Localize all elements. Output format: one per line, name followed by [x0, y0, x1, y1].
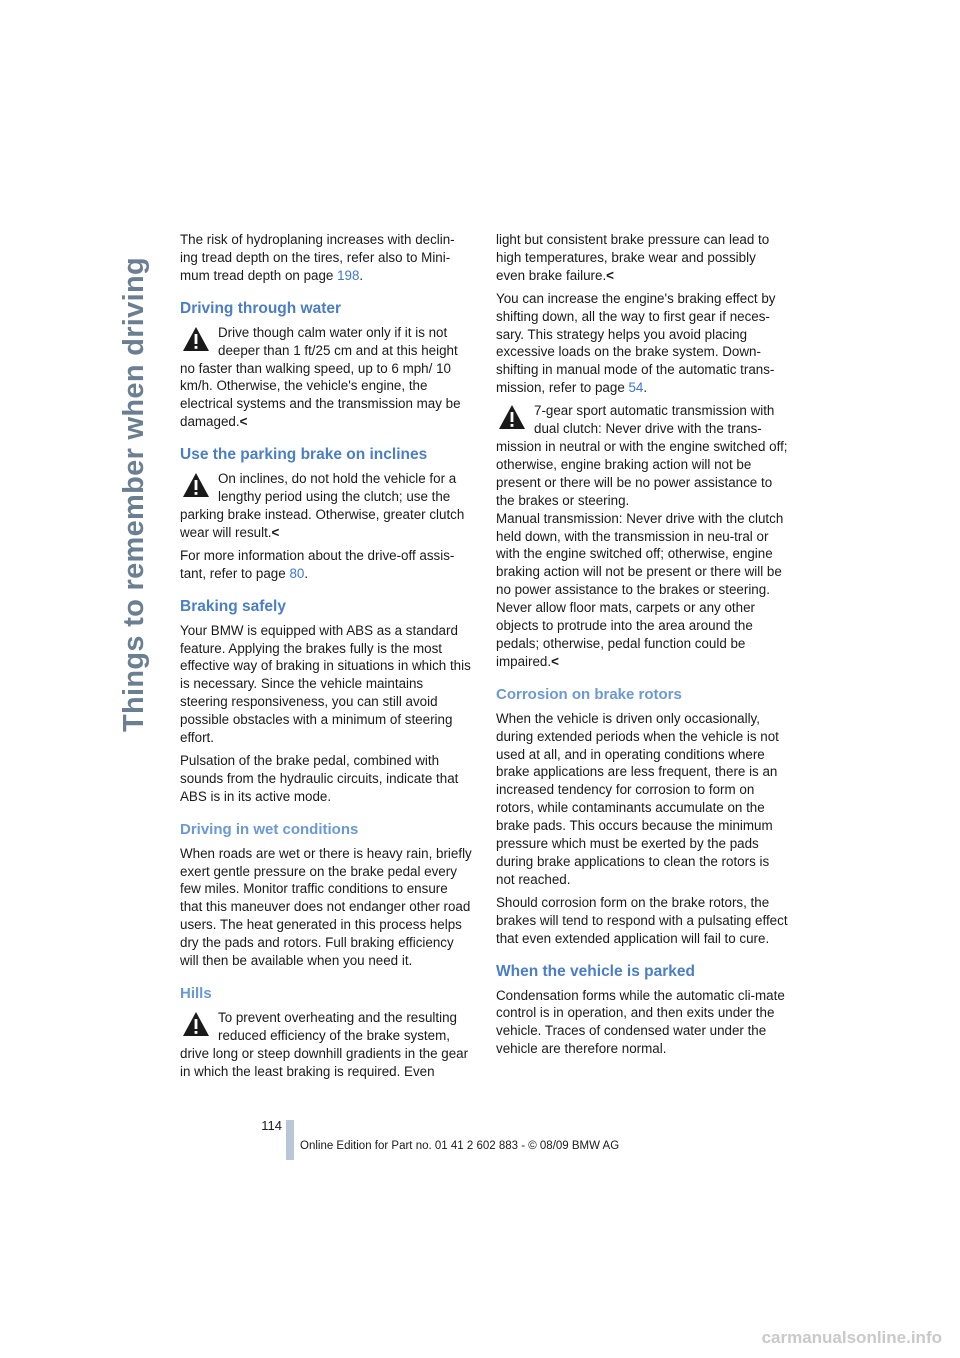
footer-bar — [286, 1120, 294, 1160]
paragraph-hills-cont: light but consistent brake pressure can lead to high temperatures, brake wear and possibly even brake failure.< — [496, 232, 770, 283]
paragraph-parked: Condensation forms while the automatic cli-mate control is in operation, and then exits under the vehicle. Traces of condensed water under the vehicle are therefore normal. — [496, 987, 785, 1057]
right-column — [496, 231, 788, 1063]
warning-triangle-icon — [498, 404, 526, 430]
page-number: 114 — [261, 1118, 282, 1133]
heading-driving-through-water: Driving through water — [180, 299, 342, 317]
paragraph-corrosion-2: Should corrosion form on the brake rotors, the brakes will tend to respond with a pulsating effect that even extended application will fail to cure. — [496, 894, 788, 946]
paragraph-engine-braking: You can increase the engine's braking effect by shifting down, all the way to first gear if neces-sary. This strategy helps you avoid placing excessive loads on the brake system. Down-shifting in manual mode of the automatic trans-mission, refer to page 54. — [496, 290, 776, 396]
paragraph-corrosion-1: When the vehicle is driven only occasionally, during extended periods when the vehicle is not used at all, and in operating conditions where brake applications are less frequent, there is an increased tendency for corrosion to form on rotors, while contaminants accumulate on the brake pads. This occurs because the minimum pressure which must be exerted by the pads during brake applications to clean the rotors is not reached. — [496, 710, 779, 887]
warning-parking-text: On inclines, do not hold the vehicle for a lengthy period using the clutch; use the parking brake instead. Otherwise, greater clutch wear will result. — [180, 471, 465, 540]
page-link-198[interactable]: 198 — [337, 267, 360, 283]
heading-hills: Hills — [180, 985, 212, 1002]
side-title-text: Things to remember when driving — [118, 257, 150, 732]
warning-hills-text: To prevent overheating and the resulting reduced efficiency of the brake system, drive long or steep downhill gradients in the gear in which the least braking is required. Even — [180, 1010, 469, 1079]
warning-hills — [180, 1009, 472, 1081]
watermark: carmanualsonline.info — [761, 1328, 942, 1347]
heading-parking-brake-inclines: Use the parking brake on inclines — [180, 446, 428, 464]
paragraph-hydroplaning: The risk of hydroplaning increases with declin-ing tread depth on the tires, refer also to Mini-mum tread depth on page 198. — [180, 232, 455, 283]
warning-water: Drive though calm water only if it is not deeper than 1 ft/25 cm and at this height no faster than walking speed, up to 6 mph/ 10 km/h. Otherwise, the vehicle's engine, the electrical systems and the transmission may be damaged.< — [180, 324, 461, 430]
heading-corrosion: Corrosion on brake rotors — [496, 685, 682, 703]
paragraph-drive-off: For more information about the drive-off assis-tant, refer to page 80. — [180, 547, 455, 581]
warning-transmission: 7-gear sport automatic transmission with dual clutch: Never drive with the trans-mission in neutral or with the engine switched off; otherwise, engine braking action will not be present or there will be no power assistance to the brakes or steering. Manual transmission: Never drive with the clutch held down, with the transmission in neu-tral or with the engine switched off; otherwise, engine braking action will not be present or there will be no power assistance to the brakes or steering. Never allow floor mats, carpets or any other objects to protrude into the area around the pedals; otherwise, pedal function could be impaired.< — [496, 403, 788, 669]
warning-manual-text: Manual transmission: Never drive with the clutch held down, with the transmission in neu-tral or with the engine switched off; otherwise, engine braking action will not be present or there will be no power assistance to the brakes or steering. — [496, 510, 784, 598]
warning-transmission-text: 7-gear sport automatic transmission with dual clutch: Never drive with the trans-mission in neutral or with the engine switched off; otherwise, engine braking action will not be present or there will be no power assistance to the brakes or steering. — [496, 403, 788, 508]
page-link-80[interactable]: 80 — [289, 565, 305, 581]
side-title — [112, 232, 156, 732]
paragraph-abs-2: Pulsation of the brake pedal, combined with sounds from the hydraulic circuits, indicate that ABS is in its active mode. — [180, 752, 459, 804]
paragraph-abs-1: Your BMW is equipped with ABS as a standard feature. Applying the brakes fully is the most effective way of braking in situations in which this is necessary. Since the vehicle maintains steering responsiveness, you can still avoid possible obstacles with a minimum of steering effort. — [180, 622, 471, 746]
left-column — [180, 231, 472, 1086]
page-link-54[interactable]: 54 — [628, 380, 644, 396]
warning-triangle-icon — [182, 1011, 210, 1037]
warning-water-text: Drive though calm water only if it is not deeper than 1 ft/25 cm and at this height no faster than walking speed, up to 6 mph/ 10 km/h. Otherwise, the vehicle's engine, the electrical systems and the transmission may be damaged. — [180, 324, 461, 430]
paragraph-wet: When roads are wet or there is heavy rain, briefly exert gentle pressure on the brake pedal every few miles. Monitor traffic conditions to ensure that this maneuver does not endanger other road users. The heat generated in this process helps dry the pads and rotors. Full braking efficiency will then be available when you need it. — [180, 845, 472, 969]
warning-triangle-icon — [182, 326, 210, 352]
heading-vehicle-parked: When the vehicle is parked — [496, 962, 695, 980]
footer-edition: Online Edition for Part no. 01 41 2 602 883 - © 08/09 BMW AG — [300, 1140, 620, 1152]
heading-wet-conditions: Driving in wet conditions — [180, 820, 359, 838]
warning-parking: On inclines, do not hold the vehicle for a lengthy period using the clutch; use the parking brake instead. Otherwise, greater clutch wear will result.< — [180, 471, 465, 540]
warning-floor-mats-text: Never allow floor mats, carpets or any other objects to protrude into the area around the pedals; otherwise, pedal function could be impaired. — [496, 600, 755, 669]
warning-triangle-icon — [182, 472, 210, 498]
heading-braking-safely: Braking safely — [180, 597, 286, 615]
